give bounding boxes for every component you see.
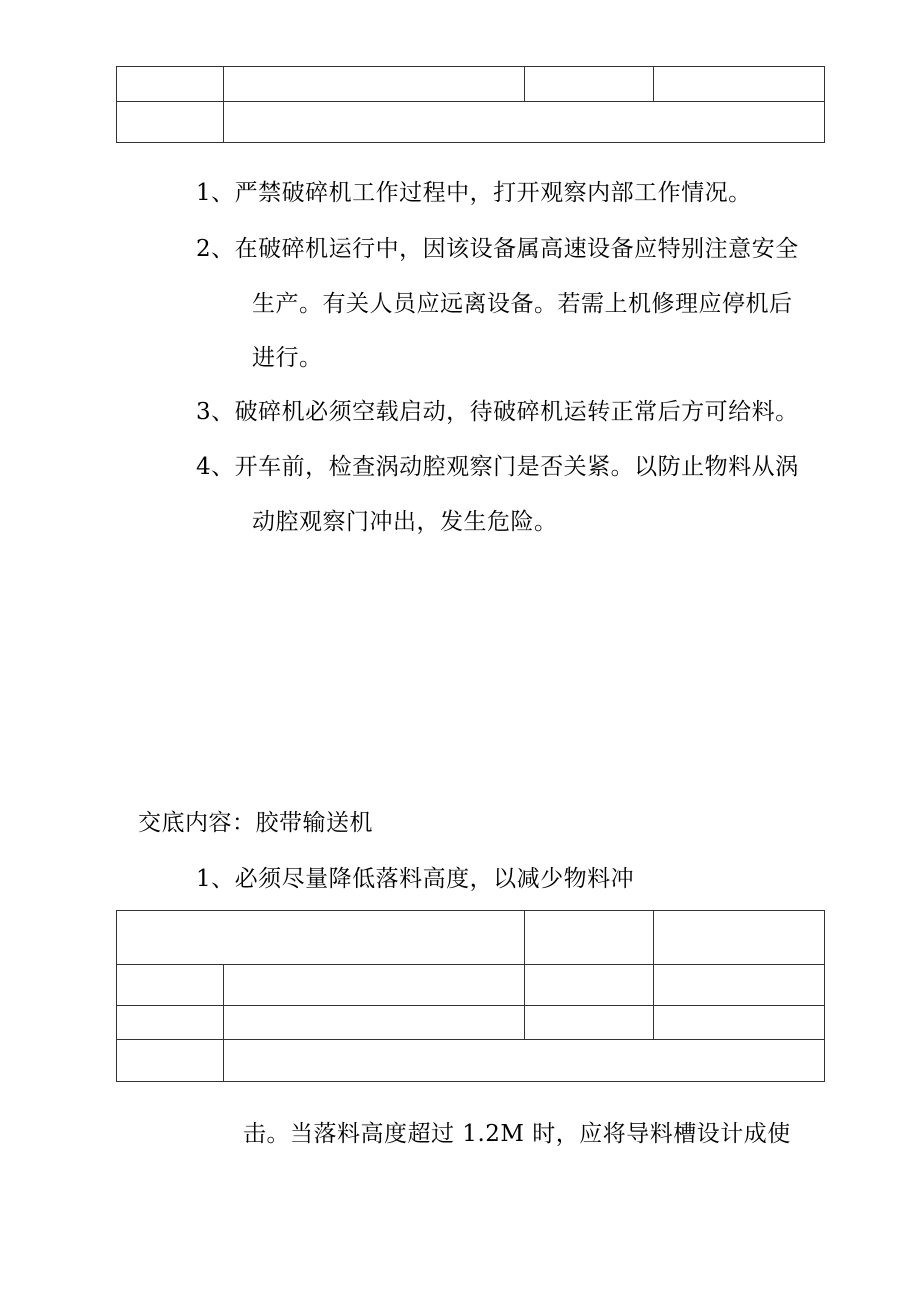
section-heading: 交底内容：胶带输送机 — [138, 810, 373, 836]
list-item-2: 2、在破碎机运行中，因该设备属高速设备应特别注意安全 — [196, 236, 799, 262]
list-item-4-cont: 动腔观察门冲出，发生危险。 — [252, 509, 558, 535]
table-col-divider — [653, 911, 654, 1039]
table-col-divider — [223, 964, 224, 1081]
top-table — [116, 66, 825, 143]
list-item-2-cont: 进行。 — [252, 345, 323, 371]
table-col-divider — [653, 67, 654, 101]
list-item-1: 1、必须尽量降低落料高度，以减少物料冲 — [196, 866, 635, 892]
bottom-table — [116, 910, 825, 1082]
list-item-1: 1、严禁破碎机工作过程中，打开观察内部工作情况。 — [196, 180, 752, 206]
table-col-divider — [524, 911, 525, 1039]
list-item-3: 3、破碎机必须空载启动，待破碎机运转正常后方可给料。 — [196, 399, 799, 425]
list-item-4: 4、开车前，检查涡动腔观察门是否关紧。以防止物料从涡 — [196, 454, 799, 480]
table-col-divider — [524, 67, 525, 101]
table-col-divider — [223, 67, 224, 142]
paragraph-continuation: 击。当落料高度超过 1.2M 时，应将导料槽设计成使 — [243, 1121, 791, 1147]
list-item-2-cont: 生产。有关人员应远离设备。若需上机修理应停机后 — [252, 291, 793, 317]
